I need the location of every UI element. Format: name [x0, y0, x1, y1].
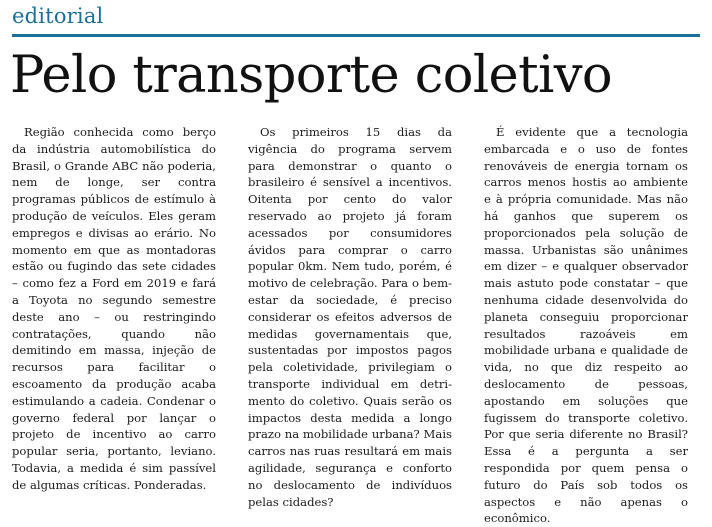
article-column-1: [12, 124, 216, 494]
article-column-3: [484, 124, 688, 527]
article-column-2: [248, 124, 452, 510]
column-1-paragraph: Região conhecida como berço da indústria automobilística do Brasil, o Grande ABC não poderia, nem de longe, ser contra programas públicos de estímulo à produção de veículos. Eles geram empregos e divisas ao erário. No momento em que as montadoras estão ou fugindo das sete cidades – como fez a Ford em 2019 e fará a Toyota no segundo semestre deste ano – ou restringindo contratações, quando não demitindo em massa, injeção de recursos para facilitar o escoamento da produção acaba estimulando a cadeia. Condenar o governo federal por lançar o projeto de incentivo ao carro popular seria, portanto, leviano. Todavia, a medida é sim passível de algumas críticas. Ponderadas.: [12, 125, 216, 492]
section-label: editorial: [12, 4, 104, 28]
column-2-paragraph: Os primeiros 15 dias da vigência do programa servem para demonstrar o quanto o brasileiro é sensível a incentivos. Oitenta por cento do valor reservado ao projeto já foram acessados por consumidores ávidos para comprar o carro popular 0km. Nem tudo, porém, é motivo de celebração. Para o bem-estar da sociedade, é preciso considerar os efeitos adversos de medidas governamentais que, sustentadas por impostos pagos pela coletividade, privilegiam o transporte individual em detrimento do coletivo. Quais serão os impactos desta medida a longo prazo na mobilidade urbana? Mais carros nas ruas resultará em mais agilidade, segurança e conforto no deslocamento de indivíduos pelas cidades?: [248, 125, 452, 509]
section-rule: [12, 34, 700, 37]
column-3-paragraph: É evidente que a tecnologia embarcada e o uso de fontes renováveis de energia tornam os carros menos hostis ao ambiente e à própria comunidade. Mas não há ganhos que superem os proporcionados pela solução de massa. Urbanistas são unânimes em dizer – e qualquer observador mais astuto pode constatar – que nenhuma cidade desenvolvida do planeta conseguiu proporcionar resultados razoáveis em mobilidade urbana e qualidade de vida, no que diz respeito ao deslocamento de pessoas, apostando em soluções que fugissem do transporte coletivo. Por que seria diferente no Brasil? Essa é a pergunta a ser respondida por quem pensa o futuro do País sob todos os aspectos e não apenas o econômico.: [484, 125, 688, 526]
headline: Pelo transporte coletivo: [10, 46, 613, 105]
